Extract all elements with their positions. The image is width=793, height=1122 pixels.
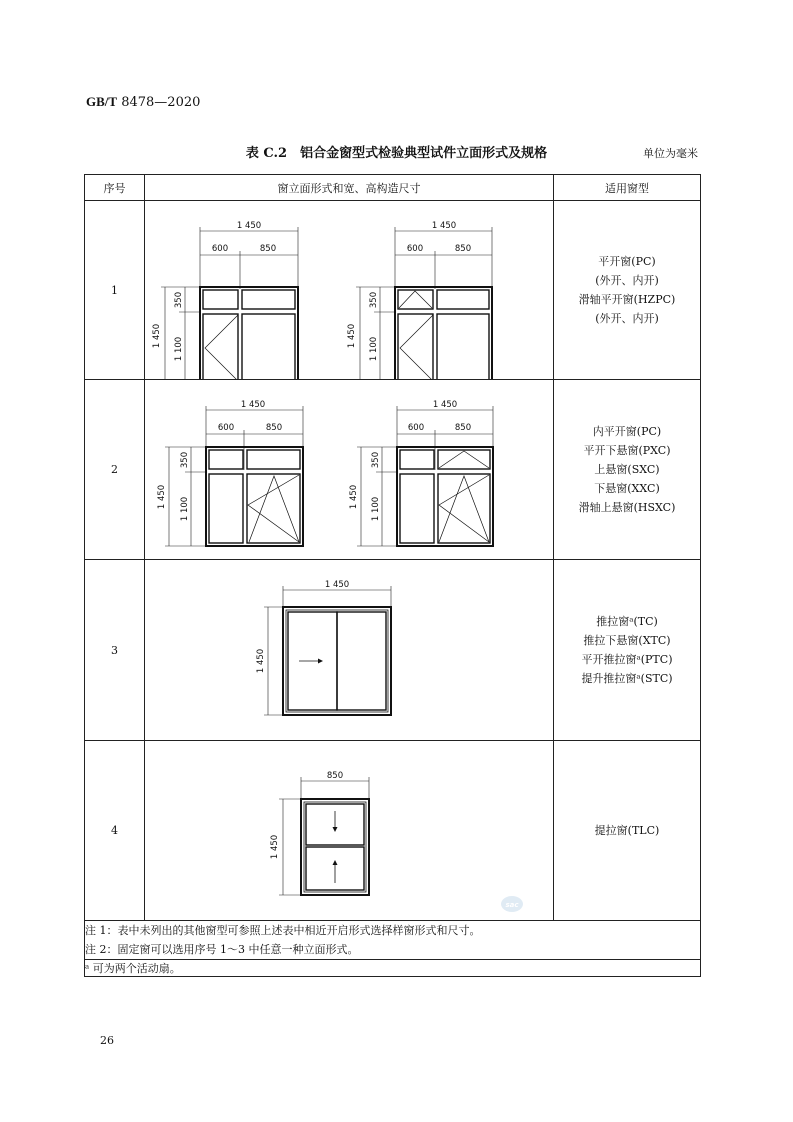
dim-width-total: 1 450: [240, 400, 266, 410]
notes-row: [85, 921, 701, 960]
row-number: 4: [85, 741, 145, 921]
dim-width-right: 850: [265, 423, 283, 433]
dim-width-total: 1 450: [324, 580, 350, 590]
dim-width-right: 850: [259, 244, 277, 254]
dim-height-bottom: 1 100: [369, 336, 379, 362]
table-header-row: [85, 175, 701, 201]
tilt-window-drawings: [145, 380, 554, 559]
sliding-window-drawing: [145, 560, 554, 740]
window-type: 内平开窗(PC): [592, 425, 662, 438]
sliding-window: [256, 580, 391, 715]
casement-window-b: [347, 221, 492, 379]
dim-height-total: 1 450: [270, 834, 280, 860]
window-spec-table: [84, 174, 701, 977]
sac-watermark-logo: [501, 896, 523, 912]
window-type-list: [554, 380, 701, 560]
note-1: 注 1：表中未列出的其他窗型可参照上述表中相近开启形式选择样窗形式和尺寸。: [85, 924, 481, 937]
table-row: [85, 741, 701, 921]
dim-width-total: 1 450: [432, 400, 458, 410]
window-type: 下悬窗(XXC): [594, 482, 660, 495]
col-header-window-type: 适用窗型: [554, 175, 701, 201]
window-type: (外开、内开): [595, 274, 659, 287]
dim-width-left: 600: [211, 244, 229, 254]
vertical-sliding-window-drawing: [145, 741, 554, 920]
col-header-elevation: 窗立面形式和宽、高构造尺寸: [145, 175, 554, 201]
window-type-list: [554, 201, 701, 380]
window-type-list: [554, 560, 701, 741]
elevation-figure-2: [145, 380, 554, 560]
table-row: [85, 560, 701, 741]
standard-code-header: [86, 94, 200, 110]
window-type: 上悬窗(SXC): [594, 463, 660, 476]
dim-height-top: 350: [180, 451, 190, 469]
window-type: 滑轴上悬窗(HSXC): [578, 501, 676, 514]
dim-height-top: 350: [369, 291, 379, 309]
tilt-window-b: [349, 400, 493, 546]
casement-window-drawings: [145, 201, 554, 379]
table-footnote: ᵃ 可为两个活动扇。: [85, 960, 701, 977]
standard-number: 8478—2020: [121, 95, 201, 110]
elevation-figure-3: [145, 560, 554, 741]
vertical-sliding-window: [270, 771, 369, 895]
dim-height-total: 1 450: [157, 484, 167, 510]
elevation-figure-1: [145, 201, 554, 380]
col-header-number: 序号: [85, 175, 145, 201]
dim-height-total: 1 450: [256, 648, 266, 674]
table-notes: [85, 921, 701, 960]
dim-height-bottom: 1 100: [174, 336, 184, 362]
dim-width-left: 600: [217, 423, 235, 433]
table-row: [85, 201, 701, 380]
page-number: 26: [100, 1034, 114, 1047]
dim-height-top: 350: [174, 291, 184, 309]
dim-height-total: 1 450: [347, 323, 357, 349]
row-number: 2: [85, 380, 145, 560]
note-2: 注 2：固定窗可以选用序号 1～3 中任意一种立面形式。: [85, 943, 359, 956]
window-type: (外开、内开): [595, 312, 659, 325]
window-type: 推拉下悬窗(XTC): [583, 634, 671, 647]
window-type: 推拉窗ᵃ(TC): [596, 615, 658, 628]
dim-height-top: 350: [371, 451, 381, 469]
dim-width-total: 1 450: [431, 221, 457, 231]
table-unit: 单位为毫米: [643, 147, 698, 160]
window-type: 滑轴平开窗(HZPC): [578, 293, 676, 306]
dim-width-left: 600: [406, 244, 424, 254]
tilt-window-a: [157, 400, 303, 546]
window-type: 平开推拉窗ᵃ(PTC): [581, 653, 673, 666]
dim-height-bottom: 1 100: [371, 496, 381, 522]
row-number: 1: [85, 201, 145, 380]
row-number: 3: [85, 560, 145, 741]
window-type-list: [554, 741, 701, 921]
dim-width-total: 1 450: [236, 221, 262, 231]
window-type: 提升推拉窗ᵃ(STC): [581, 672, 673, 685]
window-type: 平开窗(PC): [598, 255, 656, 268]
dim-height-bottom: 1 100: [180, 496, 190, 522]
table-title: 表 C.2 铝合金窗型式检验典型试件立面形式及规格: [245, 146, 548, 161]
watermark-text: sac: [505, 901, 519, 909]
table-row: [85, 380, 701, 560]
dim-width-right: 850: [454, 244, 472, 254]
window-type: 平开下悬窗(PXC): [583, 444, 671, 457]
footnote-row: [85, 960, 701, 977]
window-type: 提拉窗(TLC): [594, 824, 660, 837]
standard-code: GB/T: [86, 94, 118, 109]
dim-width-left: 600: [407, 423, 425, 433]
casement-window-a: [152, 221, 298, 379]
dim-width-right: 850: [454, 423, 472, 433]
elevation-figure-4: [145, 741, 554, 921]
dim-height-total: 1 450: [152, 323, 162, 349]
dim-width-single: 850: [326, 771, 344, 781]
dim-height-total: 1 450: [349, 484, 359, 510]
